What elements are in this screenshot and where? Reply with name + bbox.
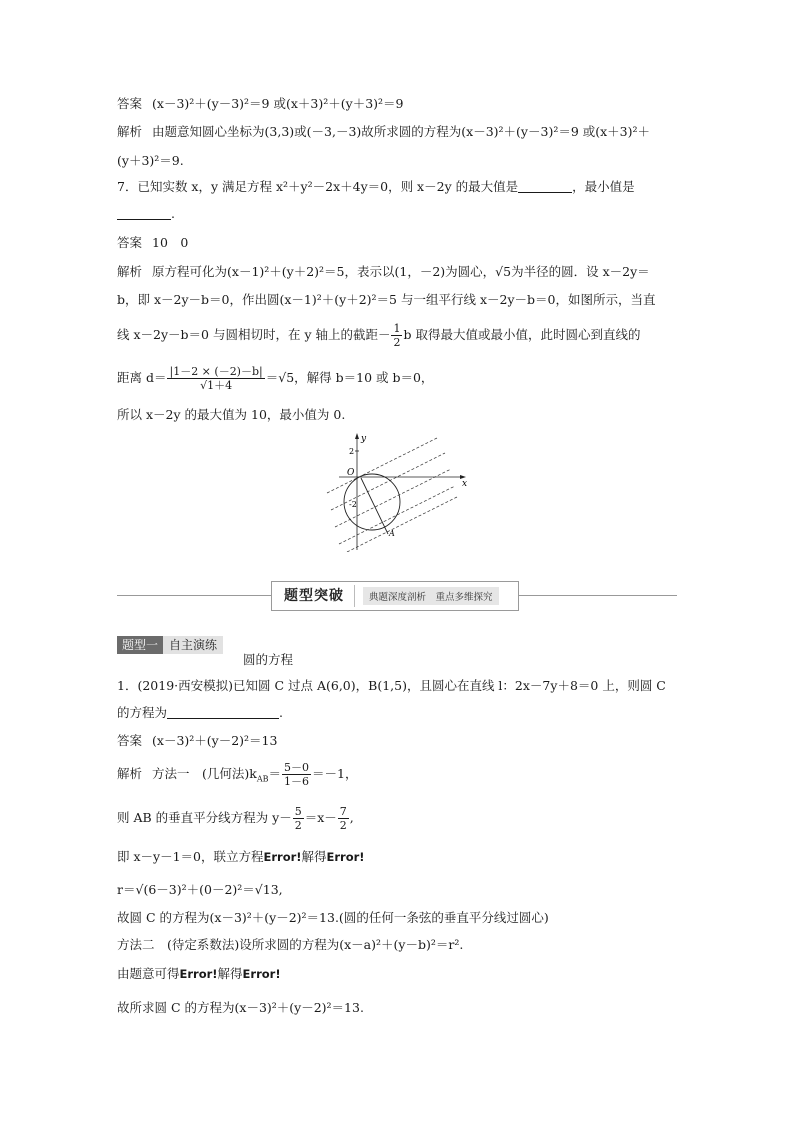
fraction-7-2 — [338, 805, 349, 832]
analysis-1-line-4 — [117, 880, 684, 900]
diameter-line — [361, 478, 388, 534]
question-1-text-2a: 的方程为 — [117, 705, 168, 720]
analysis-line — [117, 122, 684, 142]
type-tag-name: 自主演练 — [163, 636, 223, 654]
banner-subtitle: 典题深度剖析 重点多维探究 — [363, 587, 499, 605]
analysis-7-text-5: 所以 x－2y 的最大值为 10，最小值为 0. — [117, 407, 346, 422]
answer-line — [117, 94, 684, 114]
bisector-mid: ＝x－ — [304, 810, 337, 825]
question-1-end: . — [279, 705, 283, 720]
answer-label: 答案 — [117, 235, 143, 250]
method-2-text: 方法二 (待定系数法)设所求圆的方程为(x－a)²＋(y－b)²＝r². — [117, 937, 464, 952]
analysis-label: 解析 — [117, 124, 143, 139]
analysis-7-text-4b: ＝√5，解得 b＝10 或 b＝0， — [265, 370, 434, 385]
analysis-1-line-6 — [117, 935, 684, 955]
fraction-num: 5－0 — [284, 761, 310, 774]
analysis-1-line-1 — [117, 760, 684, 794]
analysis-text-2: (y＋3)²＝9. — [117, 153, 184, 168]
answer-7-line — [117, 233, 684, 253]
analysis-line-2 — [117, 151, 684, 171]
analysis-7-line-4 — [117, 363, 684, 393]
tick-label-2: 2 — [349, 447, 355, 456]
analysis-1-line-2 — [117, 804, 684, 832]
bisector-end: , — [349, 810, 354, 825]
fraction-num: |1－2 × (－2)－b| — [169, 365, 263, 378]
analysis-7-line-3 — [117, 321, 684, 349]
analysis-7-text-1: 原方程可化为(x－1)²＋(y＋2)²＝5，表示以(1，－2)为圆心，√5为半径的圆．设 x－2y＝ — [152, 264, 650, 279]
analysis-1-line-7 — [117, 964, 684, 984]
fraction-den: 2 — [294, 819, 302, 832]
x-label: x — [462, 479, 468, 489]
fraction-den: 2 — [339, 819, 347, 832]
circle-figure — [325, 430, 475, 552]
analysis-7-text-4a: 距离 d＝ — [117, 370, 167, 385]
error-placeholder: Error! — [326, 850, 365, 864]
question-7-text-b: ，最小值是 — [572, 179, 635, 194]
fraction-den: 2 — [393, 336, 401, 349]
type-tag-number: 题型一 — [117, 636, 163, 654]
section-banner — [271, 581, 519, 611]
analysis-7-line-2 — [117, 290, 684, 310]
answer-text: (x－3)²＋(y－3)²＝9 或(x＋3)²＋(y＋3)²＝9 — [152, 96, 404, 111]
radius-text: r＝√(6－3)²＋(0－2)²＝√13, — [117, 882, 283, 897]
fraction-5-2 — [293, 805, 304, 832]
question-7-line-2 — [117, 204, 684, 224]
fraction-num: 7 — [339, 805, 347, 818]
fraction-num: 1 — [393, 322, 401, 335]
error-placeholder: Error! — [263, 850, 302, 864]
question-7-line-1 — [117, 177, 684, 197]
analysis-7-text-3b: b 取得最大值或最小值，此时圆心到直线的 — [403, 327, 641, 342]
analysis-label: 解析 — [117, 264, 143, 279]
analysis-1-line-5 — [117, 908, 684, 928]
system-text-b: 解得 — [301, 849, 327, 864]
tick-label-neg2: -2 — [349, 500, 357, 509]
method-2-system-a: 由题意可得 — [117, 966, 180, 981]
origin-label: O — [347, 468, 355, 478]
method-1-result: ＝－1， — [312, 766, 358, 781]
analysis-label: 解析 — [117, 766, 143, 781]
analysis-7-text-3a: 线 x－2y－b＝0 与圆相切时，在 y 轴上的截距－ — [117, 327, 391, 342]
point-a-label: A — [389, 529, 395, 538]
fraction-distance — [167, 365, 264, 392]
analysis-7-text-2: b，即 x－2y－b＝0，作出圆(x－1)²＋(y＋2)²＝5 与一组平行线 x－2y－b＝0，如图所示，当直 — [117, 292, 656, 307]
answer-blank-max — [518, 178, 572, 193]
fraction-slope — [282, 761, 311, 788]
question-1-text: 1．(2019·西安模拟)已知圆 C 过点 A(6,0)，B(1,5)，且圆心在直线 l：2x－7y＋8＝0 上，则圆 C — [117, 678, 666, 693]
question-1-line-2 — [117, 703, 684, 723]
question-7-end: . — [171, 206, 175, 221]
type-tag — [117, 636, 223, 654]
y-axis-arrow — [355, 433, 359, 439]
topic-heading: 圆的方程 — [243, 652, 294, 667]
final-result-text: 故所求圆 C 的方程为(x－3)²＋(y－2)²＝13. — [117, 1000, 364, 1015]
analysis-7-line-5 — [117, 405, 684, 425]
analysis-7-line-1 — [117, 262, 684, 282]
fraction-den: 1－6 — [284, 775, 310, 788]
fraction-num: 5 — [294, 805, 302, 818]
fraction-half — [391, 322, 402, 349]
method-1-text: 方法一 (几何法)k — [152, 766, 257, 781]
answer-label: 答案 — [117, 733, 143, 748]
answer-label: 答案 — [117, 96, 143, 111]
result-text: 故圆 C 的方程为(x－3)²＋(y－2)²＝13.(圆的任何一条弦的垂直平分线过圆心) — [117, 910, 549, 925]
analysis-text: 由题意知圆心坐标为(3,3)或(－3,－3)故所求圆的方程为(x－3)²＋(y－3)²＝9 或(x＋3)²＋ — [152, 124, 651, 139]
analysis-1-line-3 — [117, 847, 684, 867]
question-7-text-a: 7．已知实数 x，y 满足方程 x²＋y²－2x＋4y＝0，则 x－2y 的最大值是 — [117, 179, 519, 194]
answer-blank-min — [117, 205, 171, 220]
method-2-system-b: 解得 — [217, 966, 243, 981]
answer-7-text: 10 0 — [152, 235, 189, 250]
y-label: y — [361, 434, 367, 444]
banner-title: 题型突破 — [272, 585, 355, 607]
answer-blank — [167, 704, 279, 719]
system-text-a: 即 x－y－1＝0，联立方程 — [117, 849, 264, 864]
answer-1-text: (x－3)²＋(y－2)²＝13 — [152, 733, 278, 748]
bisector-text-a: 则 AB 的垂直平分线方程为 y－ — [117, 810, 292, 825]
question-1-line-1 — [117, 676, 684, 696]
answer-1-line — [117, 731, 684, 751]
equals: ＝ — [268, 766, 282, 781]
error-placeholder: Error! — [179, 967, 218, 981]
parallel-line — [347, 497, 457, 552]
error-placeholder: Error! — [242, 967, 281, 981]
slope-subscript: AB — [256, 774, 269, 784]
analysis-1-line-8 — [117, 998, 684, 1018]
fraction-den: √1＋4 — [200, 379, 233, 392]
